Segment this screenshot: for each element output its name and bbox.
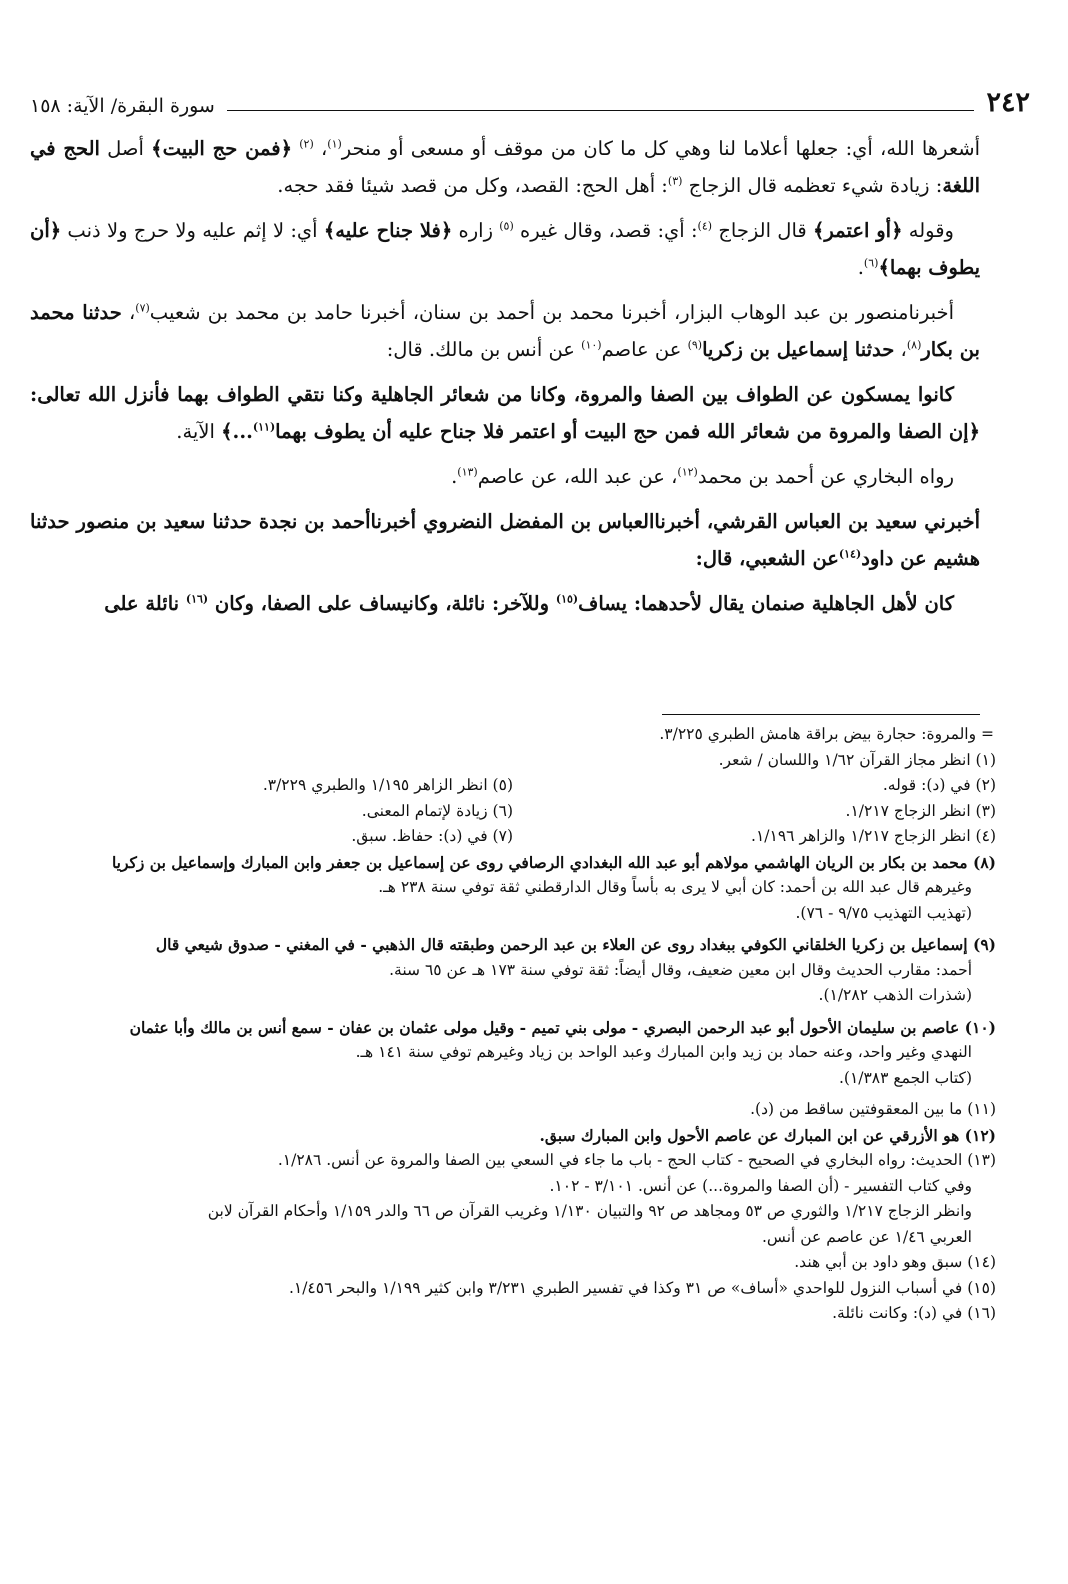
bold-term: الحج في اللغة — [30, 137, 980, 197]
paragraph-1: أشعرها الله، أي: جعلها أعلاما لنا وهي كل ما كان من موقف أو مسعى أو منحر$^{(١)}$، $^{(٢)}$ ﴿فمن حج البيت﴾ أصل الحج في اللغة: زيادة شيء تعظمه قال الزجاج $^{(٣)}$: أهل الحج: القصد، وكل من قصد شيئا فقد حجه. — [30, 137, 980, 197]
quran-quote: ﴿فمن حج البيت﴾ — [151, 137, 292, 160]
paragraph-6: أخبرني سعيد بن العباس القرشي، أخبرناالعباس بن المفضل النضروي أخبرناأحمد بن نجدة حدثنا سعيد بن منصور حدثنا هشيم عن داود$^{(١٤)}$عن الشعبي، قال: — [30, 510, 980, 570]
footnote-1: (١) انظر مجاز القرآن ١/٦٢ واللسان / شعر. — [718, 750, 996, 769]
page-number: ٢٤٢ — [986, 87, 1030, 118]
footnote-ref: (١١) — [252, 420, 276, 434]
footnote-ref: (١٣) — [457, 465, 478, 479]
surah-title: سورة البقرة/ الآية: ١٥٨ — [30, 95, 215, 117]
quran-quote: ﴿فلا جناح عليه﴾ — [323, 219, 453, 242]
footnote-ref: (١٦) — [185, 592, 209, 606]
main-text — [30, 130, 980, 630]
footnote-8-line: وغيرهم قال عبد الله بن أحمد: كان أبي لا يرى به بأساً وقال الدارقطني ثقة توفي سنة ٢٣٨ هـ. — [378, 878, 972, 896]
quran-quote: ﴿إن الصفا والمروة من شعائر الله فمن حج البيت أو اعتمر فلا جناح عليه أن يطوف بهما — [275, 420, 980, 443]
footnote-continuation: = والمروة: حجارة بيض براقة هامش الطبري ٣/٢٢٥. — [659, 725, 994, 743]
footnote-ref: (١٠) — [581, 338, 602, 352]
footnote-row — [30, 824, 996, 850]
footnote-3: (٣) انظر الزجاج ١/٢١٧. — [845, 801, 996, 820]
footnotes — [30, 722, 996, 1327]
footnote-ref: (٧) — [135, 301, 150, 315]
footnote-11: (١١) ما بين المعقوفتين ساقط من (د). — [750, 1100, 996, 1118]
footnote-6: (٦) زيادة لإتمام المعنى. — [361, 801, 513, 820]
paragraph-4: كانوا يمسكون عن الطواف بين الصفا والمروة، وكانا من شعائر الجاهلية وكنا نتقي الطواف بهما فأنزل الله تعالى: ﴿إن الصفا والمروة من شعائر الله فمن حج البيت أو اعتمر فلا جناح عليه أن يطوف بهما$^{(١١)}$...﴾ الآية. — [30, 383, 980, 443]
footnote-ref: (٩) — [687, 338, 703, 352]
footnote-14: (١٤) سبق وهو داود بن أبي هند. — [794, 1253, 996, 1271]
footnote-ref: (١٤) — [838, 547, 862, 561]
footnote-13-line: وفي كتاب التفسير - (أن الصفا والمروة...) عن أنس. ٣/١٠١ - ١٠٢. — [549, 1176, 972, 1195]
footnote-5: (٥) انظر الزاهر ١/١٩٥ والطبري ٣/٢٢٩. — [262, 776, 513, 794]
footnote-ref: (٢) — [299, 137, 314, 151]
footnote-10: (١٠) عاصم بن سليمان الأحول أبو عبد الرحمن البصري - مولى بني تميم - وقيل مولى عثمان بن عفان - سمع أنس بن مالك وأبا عثمان — [129, 1017, 996, 1037]
paragraph-2: وقوله ﴿أو اعتمر﴾ قال الزجاج $^{(٤)}$: أي: قصد، وقال غيره $^{(٥)}$ زاره ﴿فلا جناح عليه﴾ أي: لا إثم عليه ولا حرج ولا ذنب ﴿أن يطوف بهما﴾$^{(٦)}$. — [30, 219, 980, 279]
footnote-row — [30, 799, 996, 825]
footnote-9-source: (شذرات الذهب ١/٢٨٢). — [818, 986, 972, 1004]
footnote-ref: (١٥) — [555, 592, 579, 606]
paragraph-3: أخبرنامنصور بن عبد الوهاب البزار، أخبرنا محمد بن أحمد بن سنان، أخبرنا حامد بن محمد بن شعيب$^{(٧)}$، حدثنا محمد بن بكار$^{(٨)}$، حدثنا إسماعيل بن زكريا$^{(٩)}$ عن عاصم$^{(١٠)}$ عن أنس بن مالك. قال: — [30, 301, 980, 361]
footnote-separator — [662, 714, 980, 715]
footnote-9: (٩) إسماعيل بن زكريا الخلقاني الكوفي ببغداد روى عن العلاء بن عبد الرحمن وطبقته قال الذهبي - في المغني - صدوق شيعي قال — [155, 935, 996, 954]
footnote-16: (١٦) في (د): وكانت نائلة. — [832, 1304, 996, 1322]
footnote-12: (١٢) هو الأزرقي عن ابن المبارك عن عاصم الأحول وابن المبارك سبق. — [539, 1125, 996, 1145]
footnote-10-line: النهدي وغير واحد، وعنه حماد بن زيد وابن المبارك وعبد الواحد بن زياد وغيرهم توفي سنة ١٤١ هـ. — [355, 1043, 972, 1061]
footnote-ref: (١٢) — [677, 465, 698, 479]
footnote-13: (١٣) الحديث: رواه البخاري في الصحيح - كتاب الحج - باب ما جاء في السعي بين الصفا والمروة عن أنس. ١/٢٨٦. — [277, 1151, 996, 1169]
paragraph-7: كان لأهل الجاهلية صنمان يقال لأحدهما: يساف$^{(١٥)}$ وللآخر: نائلة، وكانيساف على الصفا، وكان $^{(١٦)}$ نائلة على — [104, 592, 954, 615]
footnote-9-line: أحمد: مقارب الحديث وقال ابن معين ضعيف، وقال أيضاً: ثقة توفي سنة ١٧٣ هـ عن ٦٥ سنة. — [389, 960, 972, 979]
header-rule — [227, 110, 975, 111]
quran-quote: ﴿أن يطوف بهما﴾ — [30, 219, 980, 279]
footnote-10-source: (كتاب الجمع ١/٣٨٣). — [838, 1068, 972, 1087]
footnote-ref: (٣) — [667, 174, 683, 188]
paragraph-5: رواه البخاري عن أحمد بن محمد$^{(١٢)}$، عن عبد الله، عن عاصم$^{(١٣)}$. — [451, 465, 954, 488]
footnote-7: (٧) في (د): حفاظ. سبق. — [351, 827, 513, 845]
footnote-row — [30, 773, 996, 799]
footnote-ref: (٨) — [906, 338, 922, 352]
footnote-ref: (٦) — [863, 256, 879, 270]
footnote-15: (١٥) في أسباب النزول للواحدي «أساف» ص ٣١ وكذا في تفسير الطبري ٣/٢٣١ وابن كثير ١/١٩٩ والبحر ١/٤٥٦. — [288, 1278, 996, 1297]
footnote-ref: (١) — [327, 137, 342, 151]
footnote-8: (٨) محمد بن بكار بن الريان الهاشمي مولاهم أبو عبد الله البغدادي الرصافي روى عن إسماعيل بن جعفر وابن المبارك وإسماعيل بن زكريا — [111, 852, 996, 872]
footnote-2: (٢) في (د): قوله. — [882, 776, 996, 794]
footnote-ref: (٤) — [697, 219, 713, 233]
footnote-13-line: وانظر الزجاج ١/٢١٧ والثوري ص ٥٣ ومجاهد ص ٩٢ والتبيان ١/١٣٠ وغريب القرآن ص ٦٦ والدر ١/١٥٩ وأحكام القرآن لابن — [207, 1202, 972, 1220]
footnote-8-source: (تهذيب التهذيب ٩/٧٥ - ٧٦). — [795, 903, 972, 922]
footnote-4: (٤) انظر الزجاج ١/٢١٧ والزاهر ١/١٩٦. — [751, 827, 996, 845]
footnote-ref: (٥) — [499, 219, 514, 233]
running-header — [30, 82, 1030, 116]
footnote-13-line: العربي ١/٤٦ عن عاصم عن أنس. — [762, 1227, 972, 1246]
quran-quote: ﴿أو اعتمر﴾ — [812, 219, 903, 242]
